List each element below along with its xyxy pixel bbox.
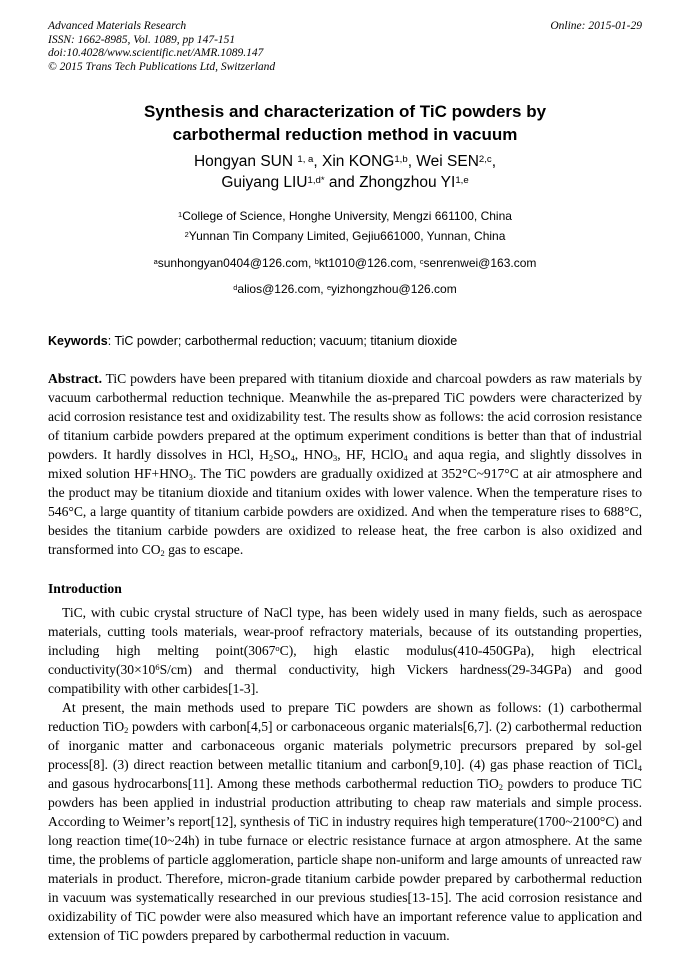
keywords-line: Keywords: TiC powder; carbothermal reduction; vacuum; titanium dioxide [48, 334, 458, 348]
author-list [48, 151, 642, 193]
affiliation-1: $^1$College of Science, Honghe University, Mengzi 661100, China [178, 209, 512, 223]
journal-header [48, 20, 642, 74]
introduction-paragraph-2: At present, the main methods used to prepare TiC powders are shown as follows: (1) carbothermal reduction TiO$_2$ powders with carbon[4,5] or carbonaceous organic materials[6,7]. (2) carbothermal reduction of inorganic matter and carbonaceous organic materials polymetric precursors prepared by sol-gel process[8]. (3) direct reaction between metallic titanium and carbon[9,10]. (4) gas phase reaction of TiCl$_4$ and gasous hydrocarbons[11]. Among these methods carbothermal reduction TiO$_2$ powders to produce TiC powders has been applied in industrial production attributing to cheap raw materials and simple process. According to Weimer’s report[12], synthesis of TiC in industry requires high temperature(1700~2100°C) and long reaction time(10~24h) in tube furnace or electric resistance furnace at argon atmosphere. At the same time, the problems of particle agglomeration, particle shape non-uniform and large amounts of unreacted raw materials in product. Therefore, micron-grade titanium carbide powder prepared by carbothermal reduction in vacuum was systematically researched in our previous studies[13-15]. The acid corrosion resistance and oxidizability of TiC powder were also measured which have an important reference value to application and extension of TiC powders prepared by carbothermal reduction in vacuum. [48, 700, 642, 943]
section-heading-introduction: Introduction [48, 581, 122, 596]
journal-info [48, 20, 275, 74]
journal-copyright: © 2015 Trans Tech Publications Ltd, Switzerland [48, 60, 276, 73]
journal-issn-volume: ISSN: 1662-8985, Vol. 1089, pp 147-151 [48, 33, 236, 46]
introduction-paragraph-1: TiC, with cubic crystal structure of NaCl type, has been widely used in many fields, such as aerospace materials, cutting tools materials, wear-proof refractory materials, because of its outstanding properties, including high melting point(3067$^o$C), high elastic modulus(410-450GPa), high electrical $conductivity(30\times 10^6S/cm)$ and thermal conductivity, high Vickers hardness(29-34GPa) and good compatibility with other carbides[1-3]. [48, 605, 643, 696]
abstract-paragraph: Abstract. TiC powders have been prepared with titanium dioxide and charcoal powders as raw materials by vacuum carbothermal reduction technique. Meanwhile the as-prepared TiC powders were characterized by acid corrosion resistance test and oxidizability test. The results show as follows: the acid corrosion resistance of titanium carbide powders prepared at the optimum experiment conditions is better than that of industrial powders. It hardly dissolves in HCl, $H_2SO_4$, $HNO_3$, HF, HClO$_4$ and aqua regia, and slightly dissolves in mixed solution $HF+HNO_3$. The TiC powders are gradually oxidized at 352°C~917°C at air atmosphere and the product may be titanium dioxide and titanium oxides with lower valence. When the temperature rises to 546°C, a large quantity of titanium carbide powders are oxidized. And when the temperature rises to 688°C, besides the titanium carbide powders are oxidized to release heat, the free carbon is also oxidized and transformed into $CO_2$ gas to escape. [48, 371, 642, 559]
affiliation-list [48, 206, 642, 246]
online-date: Online: 2015-01-29 [550, 20, 642, 32]
author-line-2: Guiyang $LIU^{1,d*}$ and Zhongzhou YI$^{1,e}$ [221, 174, 469, 191]
author-emails [48, 255, 642, 297]
email-line-1: $^a$sunhongyan0404@126.com, $^b$kt1010@126.com, $^c$senrenwei@163.com [153, 256, 537, 270]
paper-title [48, 100, 642, 146]
paper-title-line-2: carbothermal reduction method in vacuum [172, 125, 518, 144]
paper-title-line-1: Synthesis and characterization of TiC powders by [143, 102, 547, 121]
journal-name: Advanced Materials Research [48, 20, 187, 32]
affiliation-2: $^2$Yunnan Tin Company Limited, Gejiu661000, Yunnan, China [184, 229, 506, 243]
author-line-1: Hongyan SUN $^{1, a}$, Xin KONG$^{1,b}$, Wei SEN$^{2,c}$, [193, 153, 497, 170]
email-line-2: $^d$alios@126.com, $^e$yizhongzhou@126.com [233, 282, 457, 296]
journal-doi: doi:10.4028/www.scientific.net/AMR.1089.147 [48, 47, 264, 59]
